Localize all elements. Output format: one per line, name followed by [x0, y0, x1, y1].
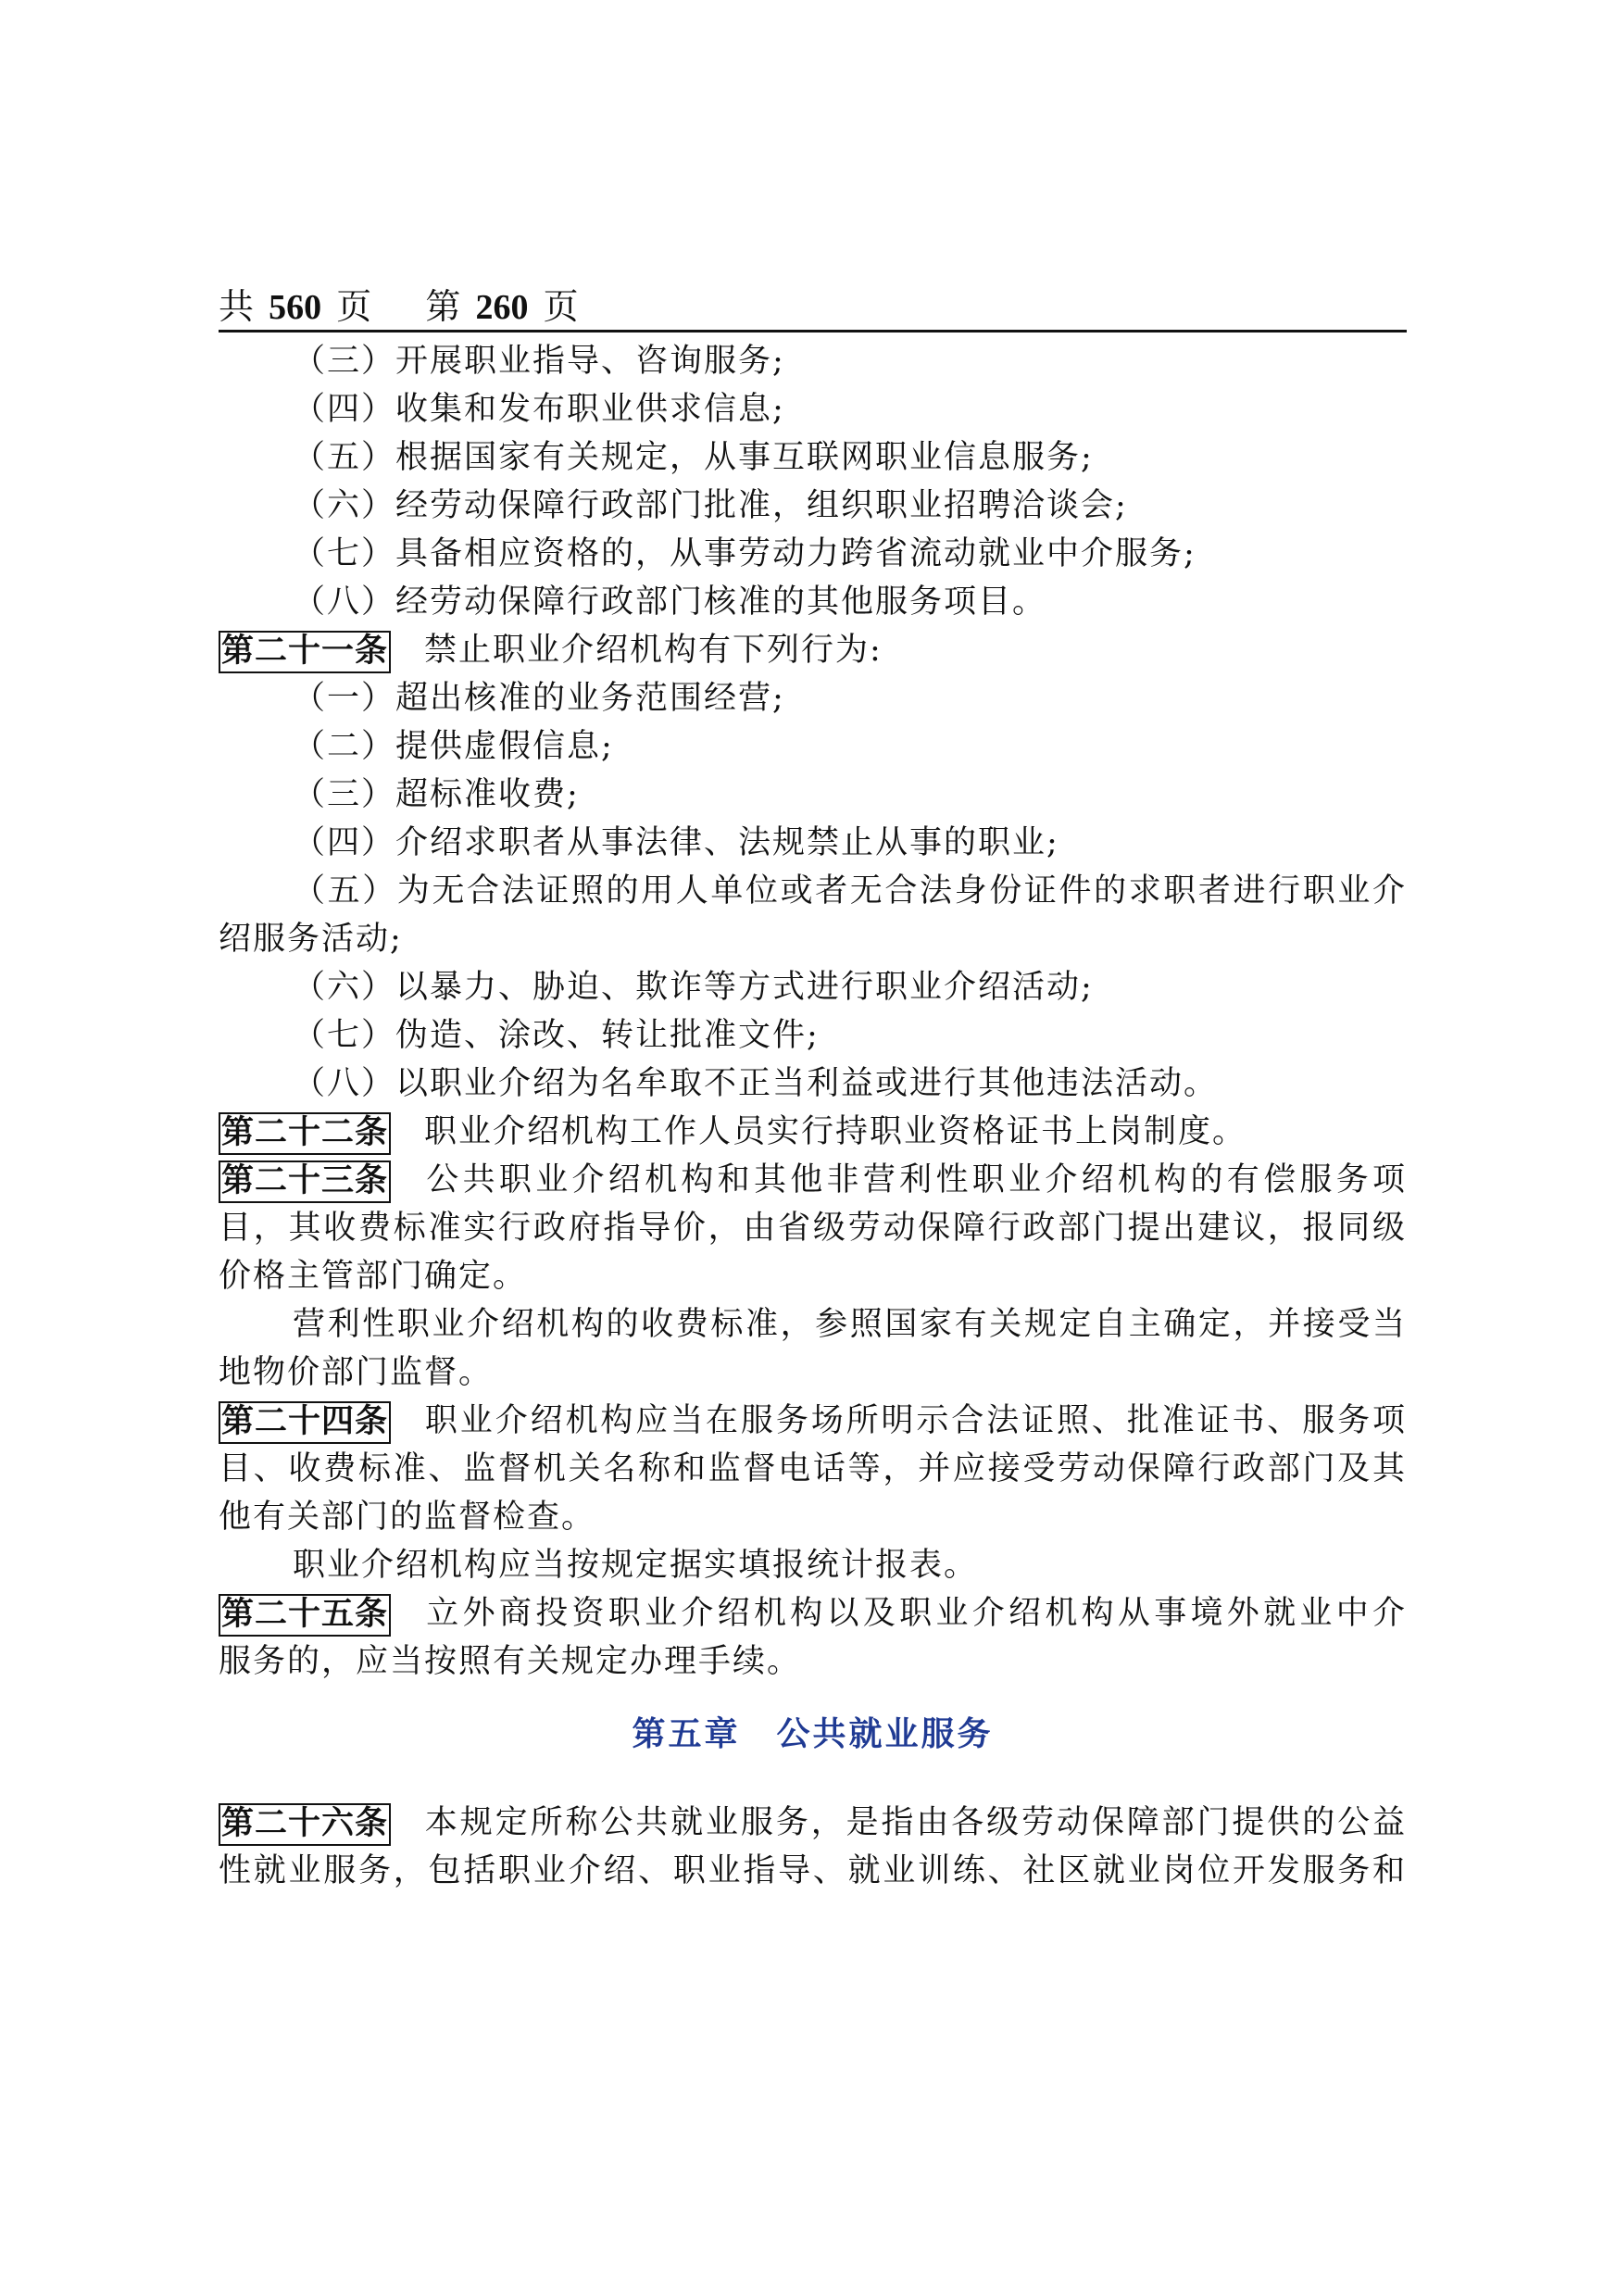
- chapter-title: 第五章 公共就业服务: [632, 1714, 994, 1753]
- list-item: （二）提供虚假信息;: [293, 728, 614, 765]
- article-label: 第二十六条: [219, 1803, 391, 1846]
- list-item: （八）以职业介绍为名牟取不正当利益或进行其他违法活动。: [293, 1065, 1219, 1102]
- article-text: 立外商投资职业介绍机构以及职业介绍机构从事境外就业中介: [424, 1595, 1407, 1632]
- list-item: （五）为无合法证照的用人单位或者无合法身份证件的求职者进行职业介: [293, 872, 1407, 910]
- current-page-unit: 页: [543, 286, 579, 327]
- article-text: 职业介绍机构应当在服务场所明示合法证照、批准证书、服务项: [424, 1402, 1407, 1439]
- list-item: （六）以暴力、胁迫、欺诈等方式进行职业介绍活动;: [293, 969, 1094, 1006]
- article-label: 第二十四条: [219, 1401, 391, 1444]
- article-text: 本规定所称公共就业服务，是指由各级劳动保障部门提供的公益: [424, 1804, 1407, 1841]
- page-header: [219, 283, 1404, 330]
- article-text-line: 性就业服务，包括职业介绍、职业指导、就业训练、社区就业岗位开发服务和: [219, 1852, 1407, 1889]
- article-text-line: 他有关部门的监督检查。: [219, 1499, 596, 1536]
- article-text: 禁止职业介绍机构有下列行为:: [424, 632, 883, 669]
- list-item: （四）收集和发布职业供求信息;: [293, 391, 785, 428]
- list-item: （一）超出核准的业务范围经营;: [293, 680, 785, 717]
- article-label: 第二十二条: [219, 1112, 391, 1155]
- paragraph-line: 职业介绍机构应当按规定据实填报统计报表。: [293, 1547, 979, 1584]
- article-text-line: 目、收费标准、监督机关名称和监督电话等，并应接受劳动保障行政部门及其: [219, 1450, 1407, 1487]
- list-item: （三）超标准收费;: [293, 776, 580, 813]
- list-item: （七）伪造、涂改、转让批准文件;: [293, 1017, 820, 1054]
- article-label: 第二十一条: [219, 631, 391, 673]
- article-23: [219, 1156, 1407, 1204]
- article-label: 第二十三条: [219, 1161, 391, 1203]
- list-item: （七）具备相应资格的，从事劳动力跨省流动就业中介服务;: [293, 535, 1196, 572]
- paragraph-line: 地物价部门监督。: [219, 1354, 494, 1391]
- article-21: [219, 626, 1407, 674]
- total-pages-unit: 页: [336, 286, 372, 327]
- header-divider: [219, 330, 1407, 332]
- article-26: [219, 1799, 1407, 1847]
- document-body: [219, 337, 1407, 1895]
- article-text-line: 服务的，应当按照有关规定办理手续。: [219, 1643, 802, 1680]
- total-pages-number: 560: [269, 288, 322, 327]
- list-item: （六）经劳动保障行政部门批准，组织职业招聘洽谈会;: [293, 487, 1128, 524]
- article-24: [219, 1397, 1407, 1445]
- article-25: [219, 1589, 1407, 1637]
- list-item: （四）介绍求职者从事法律、法规禁止从事的职业;: [293, 824, 1059, 861]
- article-text: 公共职业介绍机构和其他非营利性职业介绍机构的有偿服务项: [424, 1161, 1407, 1198]
- list-item: （五）根据国家有关规定，从事互联网职业信息服务;: [293, 439, 1094, 476]
- article-text-line: 价格主管部门确定。: [219, 1258, 528, 1295]
- list-item: （八）经劳动保障行政部门核准的其他服务项目。: [293, 583, 1047, 621]
- total-pages-prefix: 共: [219, 286, 255, 327]
- article-text-line: 目，其收费标准实行政府指导价，由省级劳动保障行政部门提出建议，报同级: [219, 1210, 1407, 1247]
- article-label: 第二十五条: [219, 1594, 391, 1637]
- list-item-continuation: 绍服务活动;: [219, 921, 403, 958]
- article-text: 职业介绍机构工作人员实行持职业资格证书上岗制度。: [424, 1113, 1247, 1150]
- current-page-number: 260: [475, 288, 529, 327]
- current-page-prefix: 第: [425, 286, 461, 327]
- list-item: （三）开展职业指导、咨询服务;: [293, 343, 785, 380]
- paragraph-line: 营利性职业介绍机构的收费标准，参照国家有关规定自主确定，并接受当: [293, 1306, 1407, 1343]
- article-22: [219, 1108, 1407, 1156]
